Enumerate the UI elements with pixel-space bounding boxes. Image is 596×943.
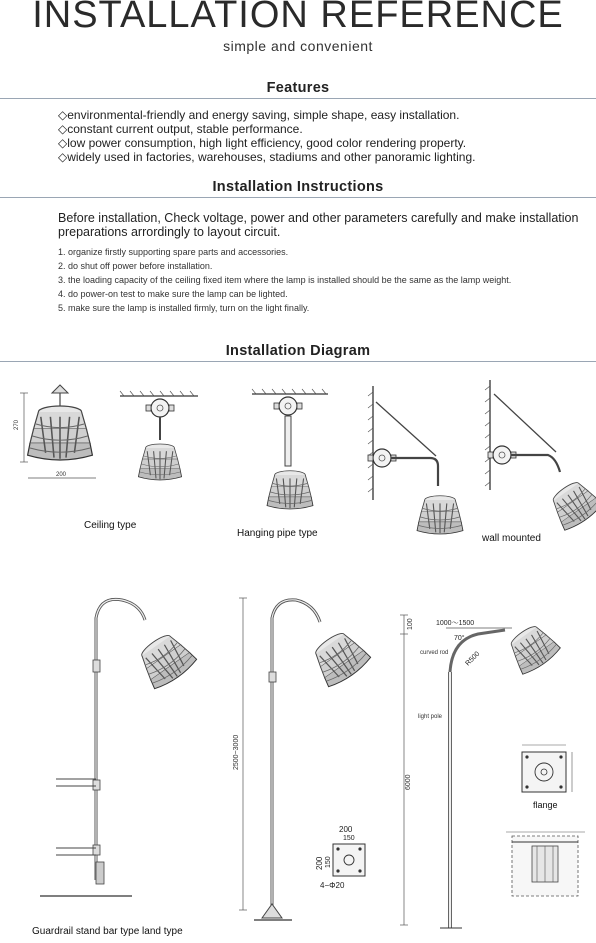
- label-curved-rod: curved rod: [420, 650, 449, 656]
- instruction-step: 2. do shut off power before installation.: [58, 261, 213, 271]
- feature-item: ◇low power consumption, high light efficiency, good color rendering property.: [58, 136, 467, 150]
- caption-hanging: Hanging pipe type: [237, 528, 318, 539]
- wall-mount-drawing-2: [485, 380, 596, 533]
- caption-flange: flange: [533, 800, 558, 810]
- instruction-step: 1. organize firstly supporting spare parts and accessories.: [58, 247, 289, 257]
- dim-ceiling-width: 200: [56, 472, 67, 478]
- caption-wall: wall mounted: [482, 533, 541, 544]
- ceiling-mount-drawing: [120, 391, 198, 480]
- dim-base-holes: 4−Φ20: [320, 881, 345, 890]
- base-plate-drawing: [315, 825, 365, 890]
- flange-drawing: [522, 745, 572, 792]
- dim-base-150: 150: [343, 835, 355, 842]
- dim-pole-height: 2500~3000: [233, 734, 240, 770]
- instruction-step: 5. make sure the lamp is installed firmly, turn on the light finally.: [58, 303, 310, 313]
- wall-mount-drawing-1: [368, 386, 463, 534]
- instructions-intro: Before installation, Check voltage, power and other parameters carefully and make installation preparations arrordingly to layout circuit.: [58, 211, 579, 239]
- dim-street-6000: 6000: [405, 774, 412, 790]
- dim-base-200: 200: [339, 825, 353, 834]
- foundation-drawing: [506, 832, 585, 896]
- dim-base-side-200: 200: [315, 856, 324, 870]
- dim-street-radius: R500: [464, 650, 482, 668]
- diagram-heading: Installation Diagram: [225, 343, 371, 359]
- dim-base-side-150: 150: [325, 856, 332, 868]
- feature-item: ◇constant current output, stable performance.: [58, 122, 303, 136]
- caption-ceiling: Ceiling type: [84, 520, 137, 531]
- dim-street-span: 1000～1500: [436, 620, 475, 627]
- feature-item: ◇environmental-friendly and energy saving, simple shape, easy installation.: [58, 108, 460, 122]
- guardrail-drawing: [40, 599, 199, 896]
- page-subtitle: simple and convenient: [223, 38, 373, 54]
- label-light-pole: light pole: [418, 714, 443, 720]
- dim-street-angle: 70°: [454, 635, 465, 642]
- dim-street-100: 100: [407, 618, 414, 630]
- hanging-pipe-drawing: [252, 389, 328, 509]
- ceiling-dim-drawing: [14, 385, 96, 478]
- instruction-step: 4. do power-on test to make sure the lamp can be lighted.: [58, 289, 288, 299]
- feature-item: ◇widely used in factories, warehouses, stadiums and other panoramic lighting.: [58, 150, 476, 164]
- features-heading: Features: [266, 80, 330, 96]
- instructions-heading: Installation Instructions: [212, 179, 384, 195]
- instruction-step: 3. the loading capacity of the ceiling fixed item where the lamp is installed should be the same as the lamp weight.: [58, 275, 512, 285]
- dim-ceiling-height: 270: [14, 419, 20, 430]
- caption-guardrail: Guardrail stand bar type land type: [32, 926, 183, 937]
- page-title: INSTALLATION REFERENCE: [32, 0, 564, 36]
